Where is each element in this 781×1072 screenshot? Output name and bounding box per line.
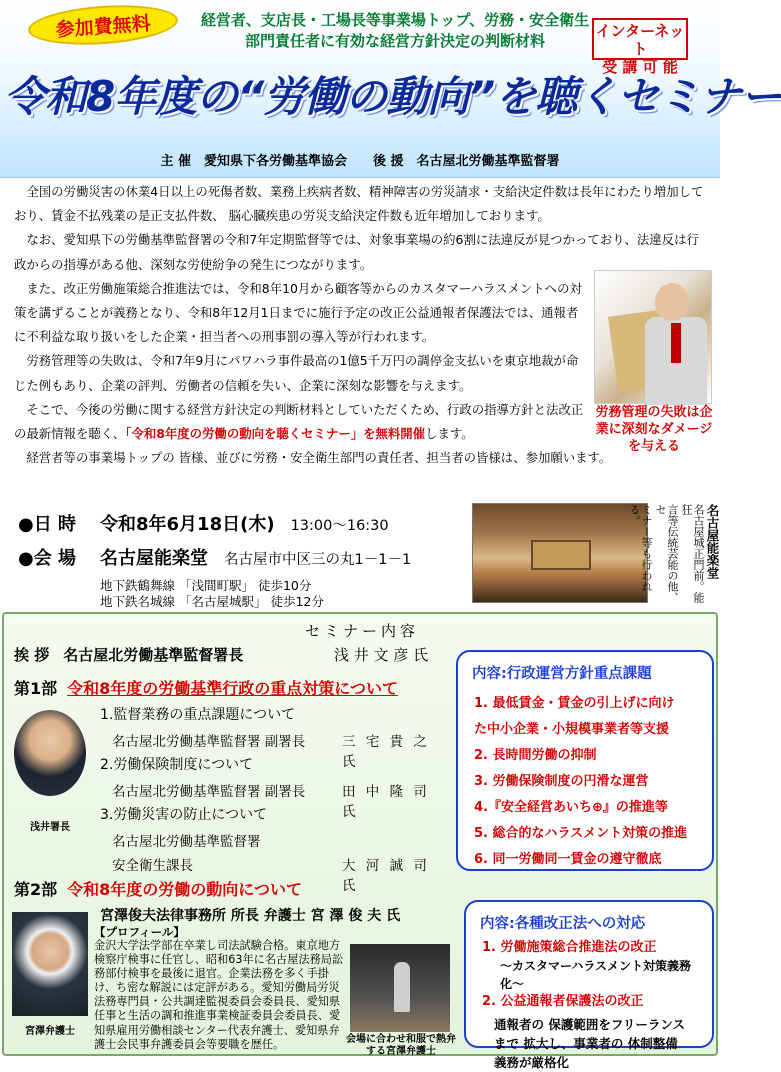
agenda-speaker-org [112,830,452,850]
greeting-row [14,644,454,665]
speaker-org: 名古屋北労働基準監督署 副署長 [112,734,306,750]
intro-paragraph: 労務管理等の失敗は、令和7年9月にパワハラ事件最高の1億5千万円の調停金支払いを東京地裁が命じた例もあり、企業の評判、労働者の信頼を失い、企業に深刻な影響を与えます。 [14,353,579,393]
access-line: 地下鉄鶴舞線 「浅間町駅」 徒歩10分 [100,578,312,593]
lecturer-figure [394,962,410,1012]
intro-paragraph: なお、愛知県下の労働基準監督署の令和7年定期監督等では、対象事業場の約6割に法違反が見つかっており、法違反は行政からの指導がある他、深刻な労使紛争の発生につながります。 [14,232,699,272]
venue-name: 名古屋能楽堂 [100,548,208,569]
speaker-org: 名古屋北労働基準監督署 副署長 [112,784,306,800]
event-time: 13:00〜16:30 [290,518,389,534]
priority-item: 5. 総合的なハラスメント対策の推進 [474,826,688,841]
seminar-highlight: 「令和8年度の労働の動向を聴くセミナー」を無料開催 [125,426,426,442]
lecture-caption: 会場に合わせ和服で熱弁する宮澤弁護士 [346,1034,456,1057]
venue-note-line: 言等伝統芸能の他、セ [654,504,679,603]
greeting-person: 浅 井 文 彦 氏 [334,646,429,664]
part2-title: 令和8年度の労働の動向について [67,880,302,899]
speaker-tie [671,323,681,363]
photo-caption: 労務管理の失敗は企業に深刻なダメージを与える [595,405,713,454]
venue-note-name: 名古屋能楽堂 [705,504,720,579]
intro-paragraph: 経営者等の事業場トップの 皆様、並びに労務・安全衛生部門の責任者、担当者の皆様は、参加願います。 [26,450,612,466]
speaker-org: 安全衛生課長 [112,858,193,874]
part1-heading [14,676,398,699]
profile-heading: 【プロフィール】 [94,925,185,939]
speaker-name: 三 宅 貴 之 氏 [342,734,430,770]
priority-item: た中小企業・小規模事業者等支援 [474,722,670,737]
priority-item: 2. 長時間労働の抑制 [474,748,597,763]
net-line: 受 講 可 能 [602,58,678,76]
target-audience [200,10,590,52]
speaker-photo [594,270,712,404]
law-reform-box [464,900,714,1070]
lawyer-photo [12,912,88,1016]
intro-paragraph [14,398,586,446]
priority-item: 1. 最低賃金・賃金の引上げに向け [474,696,675,711]
speaker-name: 大 河 誠 司 氏 [342,858,430,894]
venue-label: ●会 場 [18,548,76,569]
reform-item: 2. 公益通報者保護法の改正 [482,994,644,1009]
venue-row [18,544,411,578]
profile-text: 金沢大学法学部在卒業し司法試験合格。東京地方検察庁検事に任官し、昭和63年に名古屋法務局訟務部付検事を最後に退官。企業法務を多く手掛け、ち密な解説には定評がある。愛知労働局労災法務専門員・公共調達監視委員会委員長、愛知県任事と生活の調和推進事業検証委員会委員長、愛知県雇用労働相談センター代表弁護士、愛知県弁護士会民事弁護委員会等要職を歴任。 [94,939,344,1051]
box-title: 内容:行政運営方針重点課題 [472,666,652,682]
venue-photo [472,503,648,603]
intro-paragraph: 全国の労働災害の休業4日以上の死傷者数、業務上疾病者数、精神障害の労災請求・支給決定件数は長年にわたり増加しており、賃金不払残業の是正支払件数、 脳心臓疾患の労災支給決定件数も近年増加しております。 [14,184,704,224]
noh-stage [531,540,591,570]
reform-note: まで 拡大し、事業者の 体制整備 [494,1036,678,1051]
date-label: ●日 時 [18,514,76,535]
event-date: 令和8年6月18日(木) [100,514,275,535]
box-title: 内容:各種改正法への対応 [480,916,646,932]
speaker-name: 田 中 隆 司 氏 [342,784,430,820]
intro-text-part: そこで、今後の労働に関する経営方針決定の判断材料としていただくため、行政の指導方針と法改正の最新情報を聴く、 [14,401,584,442]
event-info [18,510,411,610]
program-panel [2,612,718,1070]
access-line: 地下鉄名城線 「名古屋城駅」 徒歩12分 [100,594,324,609]
agenda-item: 2.労働保険制度について [100,757,254,773]
intro-text-part: します。 [425,426,474,442]
free-badge: 参加費無料 [27,1,179,49]
net-line: インターネット [595,22,685,58]
venue-note [628,504,720,608]
agenda-item: 3.労働災害の防止について [100,807,268,823]
priority-item: 6. 同一労働同一賃金の遵守徹底 [474,852,662,867]
part2-label: 第2部 [14,880,58,899]
reform-note: 義務が厳格化 [494,1055,570,1070]
organizer-line: 主 催 愛知県下各労働基準協会 後 援 名古屋北労働基準監督署 [160,154,560,169]
priority-item: 3. 労働保険制度の円滑な運営 [474,774,649,789]
reform-note: 通報者の 保護範囲をフリーランス [494,1017,685,1032]
greeting-label: 挨 拶 [14,646,50,664]
reform-item: 1. 労働施策総合推進法の改正 [482,940,657,955]
header-banner [0,0,781,178]
director-caption: 浅井署長 [30,822,70,833]
greeting-name: 名古屋北労働基準監督署長 [63,646,244,664]
director-photo [14,710,86,796]
priorities-list [458,683,712,873]
reform-sub: 〜カスタマーハラスメント対策義務化〜 [500,959,692,991]
lawyer-caption: 宮澤弁護士 [25,1026,75,1037]
venue-address: 名古屋市中区三の丸1－1－1 [224,552,412,568]
speaker-org: 名古屋北労働基準監督署 [112,834,261,850]
venue-note-line: 名古屋城正門前。能狂 [680,504,705,603]
internet-badge [592,18,688,76]
page-title: 令和8年度の“労働の動向”を聴くセミナー [4,72,781,121]
venue-note-line: ミナー等も行われる。 [628,504,653,592]
target-line: 経営者、支店長・工場長等事業場トップ、労務・安全衛生 [200,11,590,29]
date-row [18,510,411,544]
lecture-photo [350,944,450,1032]
part1-label: 第1部 [14,679,58,698]
agenda-item: 1.監督業務の重点課題について [100,707,296,723]
priority-item: 4.『安全経営あいち⊕』の推進等 [474,800,668,815]
intro-paragraph: また、改正労働施策総合推進法では、令和8年10月から顧客等からのカスタマーハラスメントへの対策を講ずることが義務となり、令和8年12月1日までに施行予定の改正公益通報者保護法では、通報者に不利益な取り扱いをした企業・担当者への刑事罰の導入等が行われます。 [14,280,582,345]
program-title: セミナー内容 [304,622,419,640]
admin-priorities-box [456,650,714,871]
part2-heading [14,877,302,900]
target-line: 部門責任者に有効な経営方針決定の判断材料 [244,32,545,50]
part1-title: 令和8年度の労働基準行政の重点対策について [67,679,398,698]
lawyer-name: 宮澤俊夫法律事務所 所長 弁護士 宮 澤 俊 夫 氏 [100,908,401,924]
speaker-head [655,283,689,321]
